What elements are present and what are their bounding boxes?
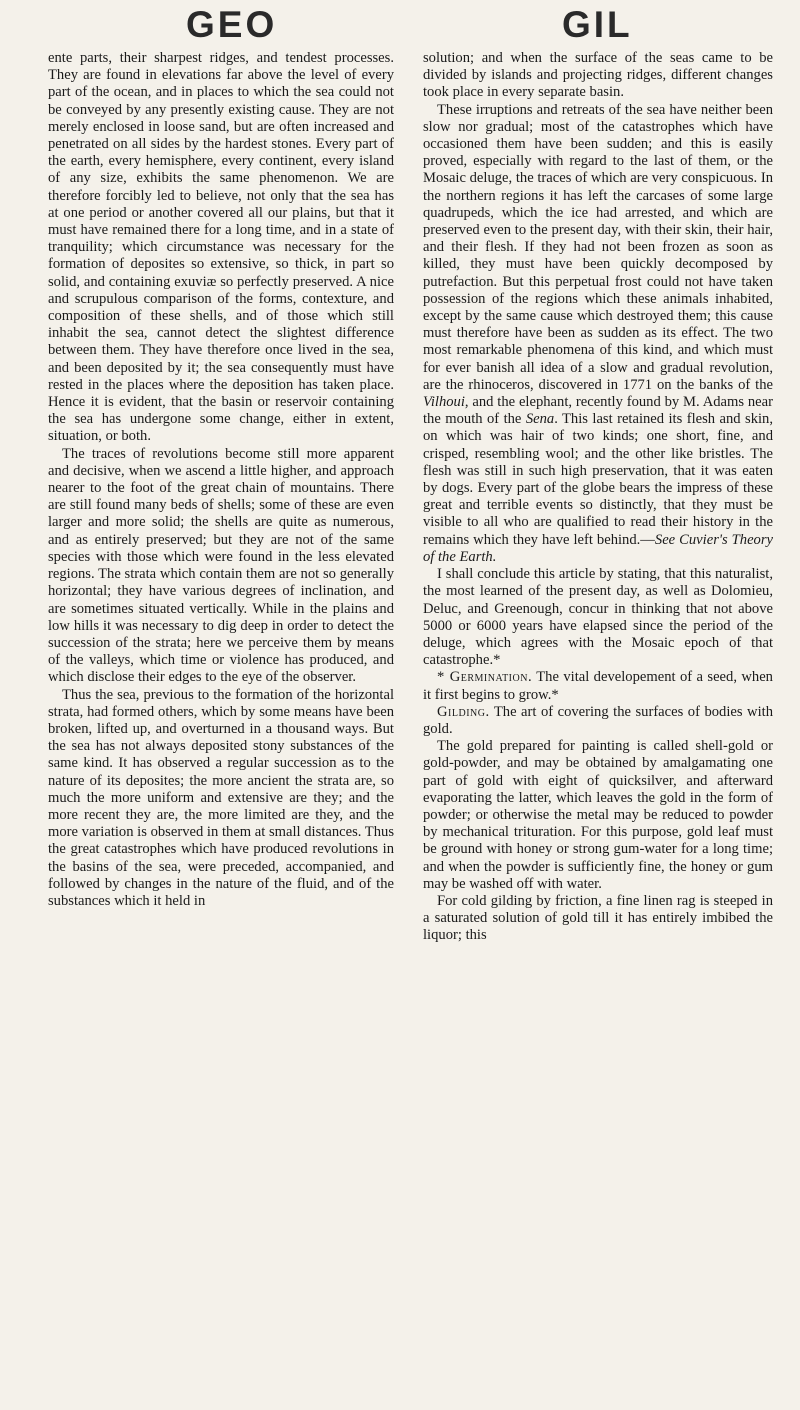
left-column	[48, 50, 394, 910]
paragraph: The gold prepared for painting is called shell-gold or gold-powder, and may be obtained by amalgamating one part of gold with eight of quicksilver, and afterward evaporating the latter, which leaves the gold in the form of powder; or otherwise the metal may be reduced to powder by mechanical trituration. For this purpose, gold leaf must be ground with honey or strong gum-water for a long time; and when the powder is sufficiently fine, the honey or gum may be washed off with water.	[423, 738, 773, 892]
paragraph: These irruptions and retreats of the sea have neither been slow nor gradual; most of the catastrophes which have occasioned them have been sudden; and this is easily proved, especially with regard to the last of them, or the Mosaic deluge, the traces of which are very conspicuous. In the northern regions it has left the carcases of some large quadrupeds, which the ice had arrested, and which are preserved even to the present day, with their skin, their hair, and their flesh. If they had not been frozen as soon as killed, they must have been quickly decomposed by putrefaction. But this perpetual frost could not have taken possession of the regions which these animals inhabited, except by the same cause which destroyed them; this cause must therefore have been as sudden as its effect. The two most remarkable phenomena of this kind, and which must for ever banish all idea of a slow and gradual revolution, are the rhinoceros, discovered in 1771 on the banks of the Vilhoui, and the elephant, recently found by M. Adams near the mouth of the Sena. This last retained its flesh and skin, on which was hair of two kinds; one short, fine, and crisped, resembling wool; and the other like bristles. The flesh was still in such high preservation, that it was eaten by dogs. Every part of the globe bears the impress of these great and terrible events so distinctly, that they must be visible to all who are qualified to read their history in the remains which they have left behind.—See Cuvier's Theory of the Earth.	[423, 101, 774, 565]
river-name: Vilhoui	[423, 394, 465, 411]
river-name: Sena	[525, 411, 555, 428]
paragraph: solution; and when the surface of the seas came to be divided by islands and projecting ridges, different changes took place in every separate basin.	[423, 50, 773, 101]
entry-headword: Gilding.	[437, 703, 490, 720]
paragraph: ente parts, their sharpest ridges, and tendest processes. They are found in elevations far above the level of every part of the ocean, and in places to which the sea could not be conveyed by any presently existing cause. They are not merely enclosed in loose sand, but are often increased and penetrated on all sides by the hardest stones. Every part of the earth, every hemisphere, every continent, every island of any size, exhibits the same phenomenon. We are therefore forcibly led to believe, not only that the sea has at one period or another covered all our plains, but that it must have remained there for a long time, and in a state of tranquility; which circumstance was necessary for the formation of deposites so extensive, so thick, in part so solid, and containing exuviæ so perfectly preserved. A nice and scrupulous comparison of the forms, contexture, and composition of these shells, and of those which still inhabit the sea, cannot detect the slightest difference between them. They have therefore once lived in the sea, and been deposited by it; the sea consequently must have rested in the places where the deposition has taken place. Hence it is evident, that the basin or reservoir containing the sea has undergone some change, either in extent, situation, or both.	[48, 50, 394, 445]
paragraph: For cold gilding by friction, a fine linen rag is steeped in a saturated solution of gold till it has entirely imbibed the liquor; this	[423, 892, 773, 944]
paragraph: I shall conclude this article by stating, that this naturalist, the most learned of the present day, as well as Dolomieu, Deluc, and Greenough, concur in thinking that not above 5000 or 6000 years have elapsed since the period of the deluge, which agrees with the Mosaic epoch of that catastrophe.*	[423, 566, 773, 669]
dictionary-entry-gilding: Gilding. The art of covering the surfaces of bodies with gold.	[423, 703, 773, 737]
citation: See Cuvier's Theory of the Earth.	[423, 531, 774, 565]
paragraph: The traces of revolutions become still more apparent and decisive, when we ascend a little higher, and approach nearer to the foot of the great chain of mountains. There are still found many beds of shells; some of these are even larger and more solid; the shells are quite as numerous, and as entirely preserved; but they are not of the same species with those which were found in the less elevated regions. The strata which contain them are not so generally horizontal; they have various degrees of inclination, and are sometimes situated vertically. While in the plains and low hills it was necessary to dig deep in order to detect the succession of the strata; here we perceive them by means of the valleys, which time or violence has produced, and which disclose their edges to the eye of the observer.	[48, 445, 394, 686]
right-column	[423, 50, 773, 945]
entry-headword: * Germination.	[437, 669, 533, 686]
running-head-right: GIL	[562, 4, 633, 45]
dictionary-entry-germination: * Germination. The vital developement of a seed, when it first begins to grow.*	[423, 669, 773, 703]
running-head-left: GEO	[186, 4, 278, 45]
paragraph: Thus the sea, previous to the formation of the horizontal strata, had formed others, which by some means have been broken, lifted up, and overturned in a thousand ways. But the sea has not always deposited stony substances of the same kind. It has observed a regular succession as to the nature of its deposites; the more ancient the strata are, so much the more uniform and extensive are they; and the more recent they are, the more limited are they, and the more variation is observed in them at small distances. Thus the great catastrophes which have produced revolutions in the basins of the sea, were preceded, accompanied, and followed by changes in the nature of the fluid, and of the substances which it held in	[48, 686, 394, 909]
running-header	[0, 4, 800, 54]
